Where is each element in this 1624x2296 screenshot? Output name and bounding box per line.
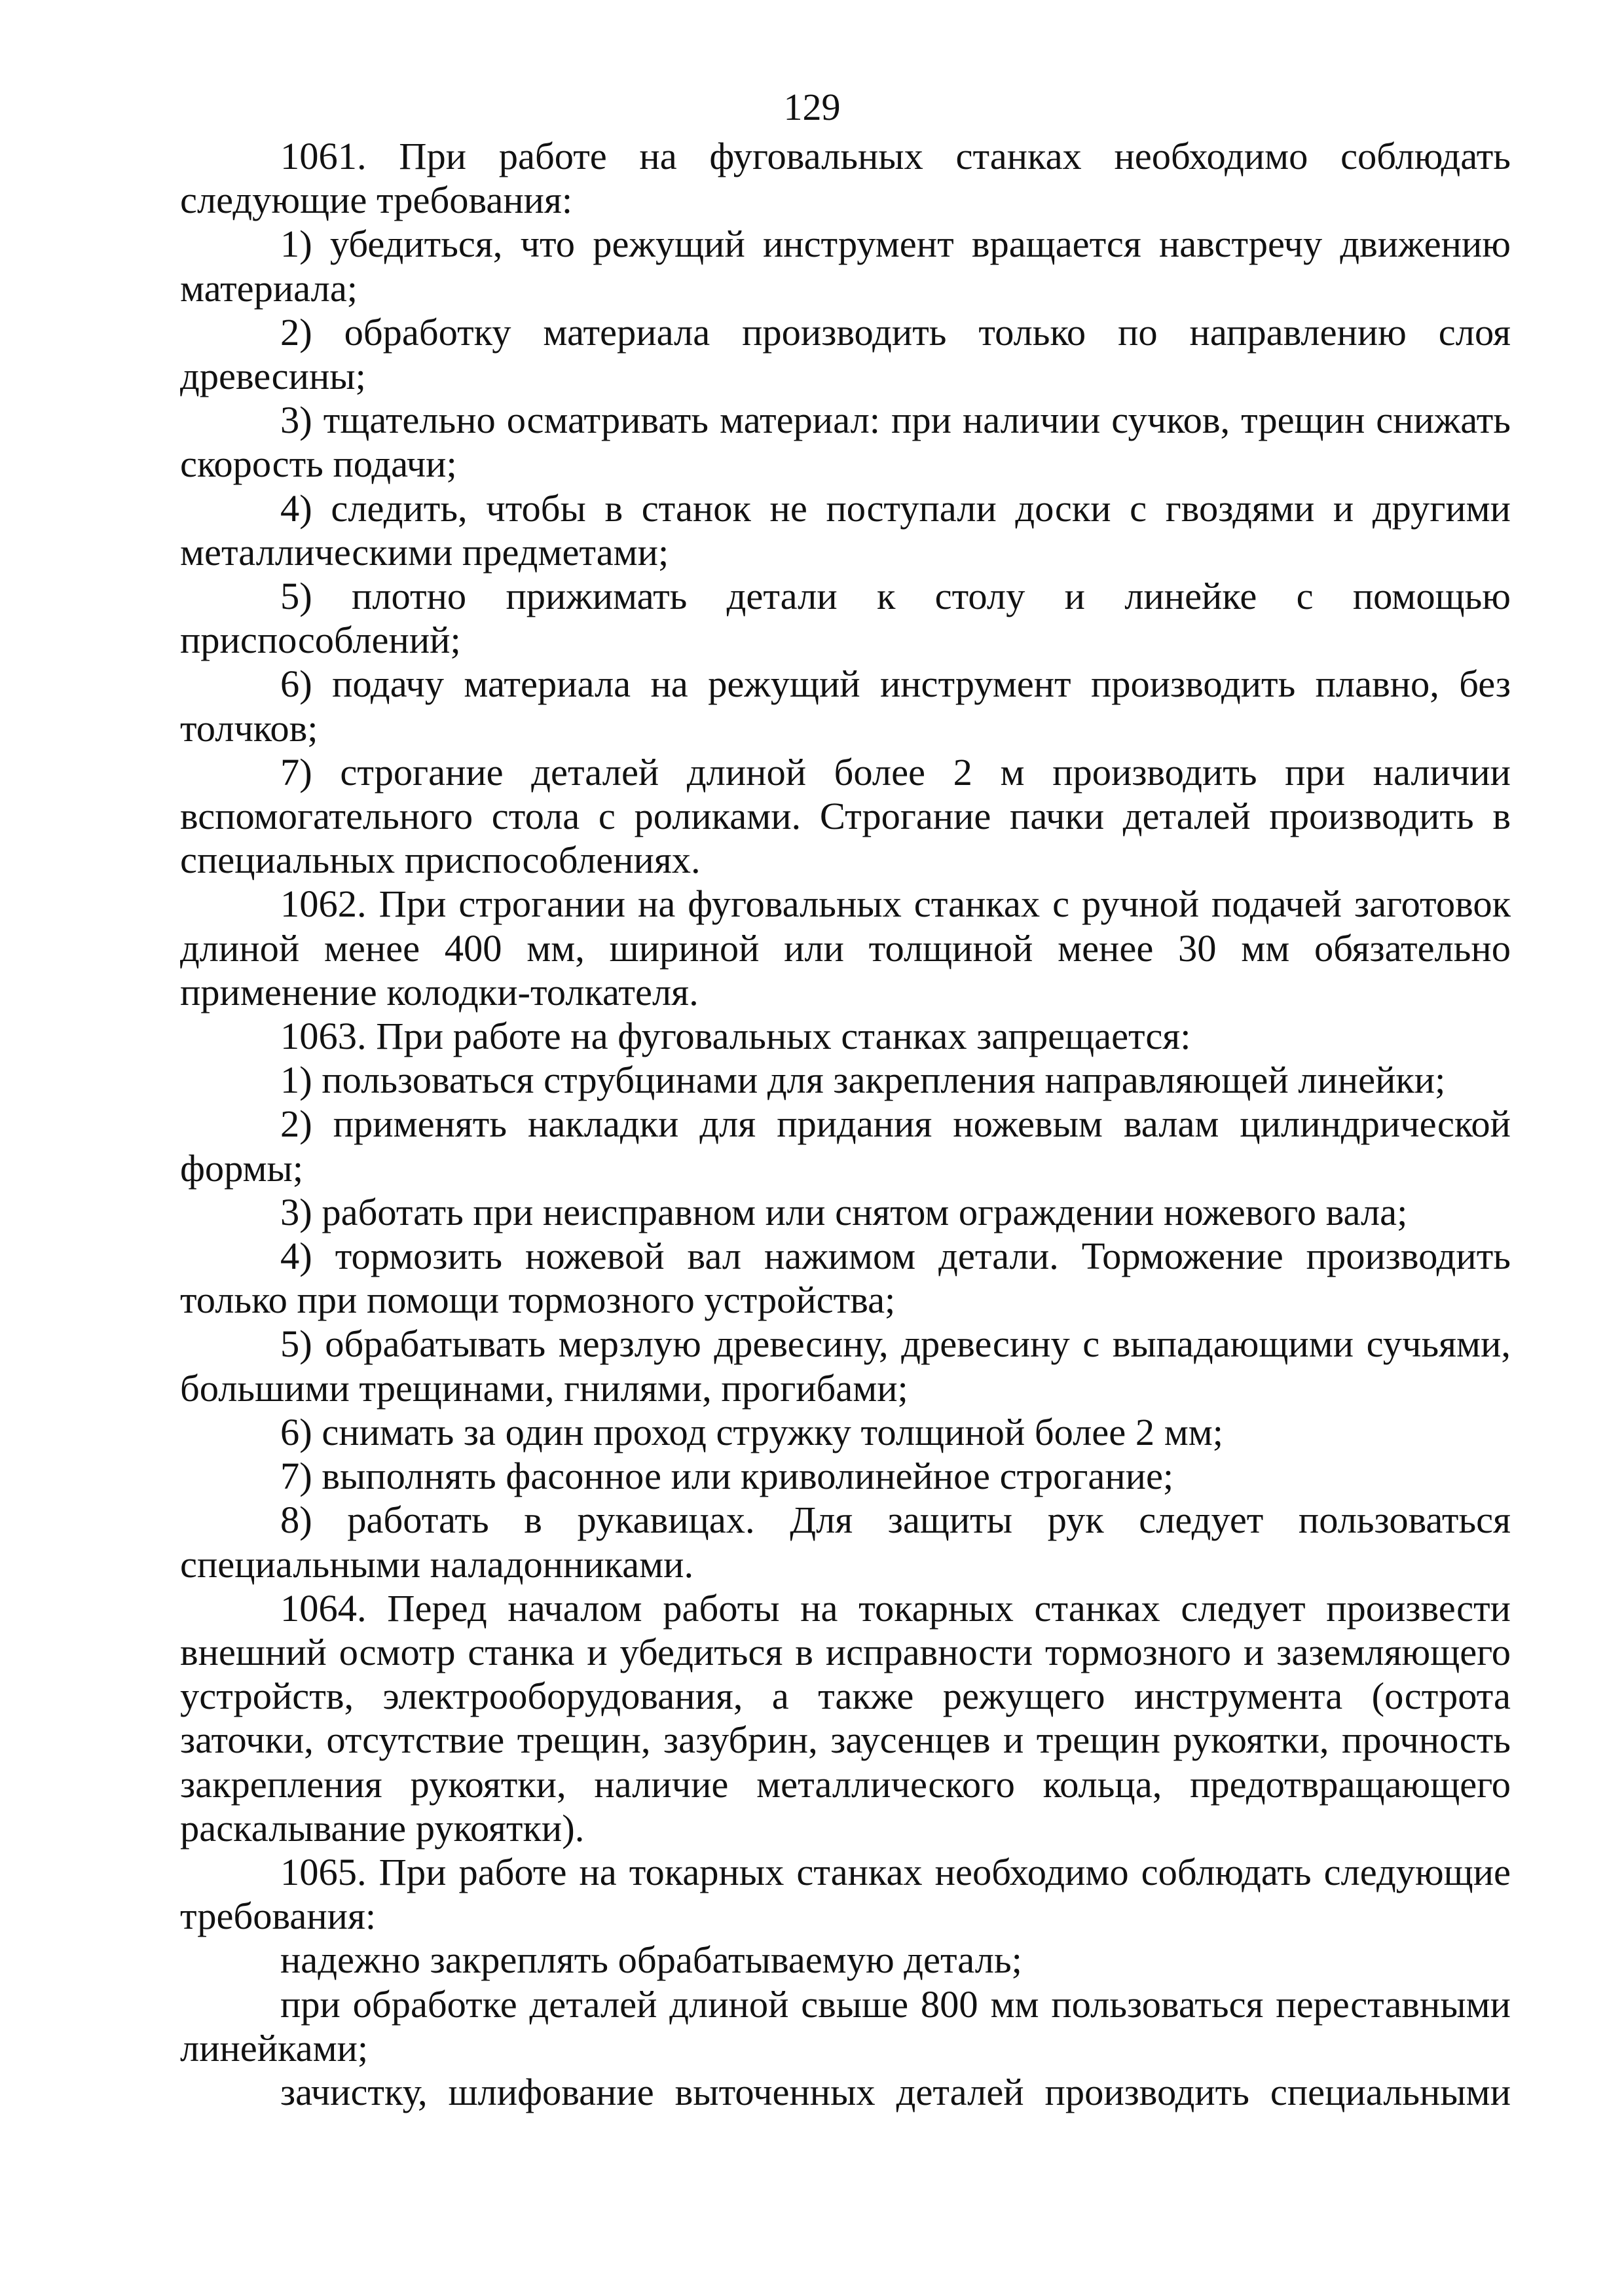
list-item-1063-6: 6) снимать за один проход стружку толщиной более 2 мм; bbox=[280, 1410, 1224, 1453]
document-body bbox=[180, 134, 1511, 2114]
paragraph-1062: 1062. При строгании на фуговальных станках с ручной подачей заготовок длиной менее 400 мм, шириной или толщиной менее 30 мм обязательно применение колодки-толкателя. bbox=[180, 883, 1511, 1013]
list-item-1065-3: зачистку, шлифование выточенных деталей производить специальными bbox=[280, 2070, 1511, 2113]
list-item-1061-5: 5) плотно прижимать детали к столу и линейке с помощью приспособлений; bbox=[180, 575, 1511, 662]
list-item-1063-4: 4) тормозить ножевой вал нажимом детали. Торможение производить только при помощи тормозного устройства; bbox=[180, 1235, 1511, 1322]
paragraph-1064: 1064. Перед началом работы на токарных станках следует произвести внешний осмотр станка и убедиться в исправности тормозного и заземляющего устройств, электрооборудования, а также режущего инструмента (острота заточки, отсутствие трещин, зазубрин, заусенцев и трещин рукоятки, прочность закрепления рукоятки, наличие металлического кольца, предотвращающего раскалывание рукоятки). bbox=[180, 1586, 1511, 1850]
list-item-1063-3: 3) работать при неисправном или снятом ограждении ножевого вала; bbox=[280, 1190, 1408, 1233]
list-item-1061-6: 6) подачу материала на режущий инструмент производить плавно, без толчков; bbox=[180, 663, 1511, 750]
list-item-1061-2: 2) обработку материала производить только по направлению слоя древесины; bbox=[180, 310, 1511, 398]
page-number: 129 bbox=[783, 86, 841, 128]
list-item-1063-2: 2) применять накладки для придания ножевым валам цилиндрической формы; bbox=[180, 1102, 1511, 1190]
list-item-1063-5: 5) обрабатывать мерзлую древесину, древесину с выпадающими сучьями, большими трещинами, гнилями, прогибами; bbox=[180, 1322, 1511, 1410]
paragraph-1061: 1061. При работе на фуговальных станках необходимо соблюдать следующие требования: bbox=[180, 135, 1511, 222]
paragraph-1063: 1063. При работе на фуговальных станках запрещается: bbox=[280, 1015, 1191, 1058]
list-item-1061-7: 7) строгание деталей длиной более 2 м производить при наличии вспомогательного стола с роликами. Строгание пачки деталей производить в специальных приспособлениях. bbox=[180, 750, 1511, 882]
list-item-1065-1: надежно закреплять обрабатываемую деталь; bbox=[280, 1939, 1022, 1982]
list-item-1061-3: 3) тщательно осматривать материал: при наличии сучков, трещин снижать скорость подачи; bbox=[180, 399, 1511, 486]
list-item-1063-8: 8) работать в рукавицах. Для защиты рук следует пользоваться специальными наладонниками. bbox=[180, 1499, 1511, 1586]
list-item-1065-2: при обработке деталей длиной свыше 800 мм пользоваться переставными линейками; bbox=[180, 1982, 1511, 2069]
list-item-1061-4: 4) следить, чтобы в станок не поступали доски с гвоздями и другими металлическими предметами; bbox=[180, 486, 1511, 574]
list-item-1061-1: 1) убедиться, что режущий инструмент вращается навстречу движению материала; bbox=[180, 223, 1511, 310]
list-item-1063-1: 1) пользоваться струбцинами для закрепления направляющей линейки; bbox=[280, 1059, 1446, 1102]
paragraph-1065: 1065. При работе на токарных станках необходимо соблюдать следующие требования: bbox=[180, 1850, 1511, 1938]
list-item-1063-7: 7) выполнять фасонное или криволинейное строгание; bbox=[280, 1455, 1174, 1498]
